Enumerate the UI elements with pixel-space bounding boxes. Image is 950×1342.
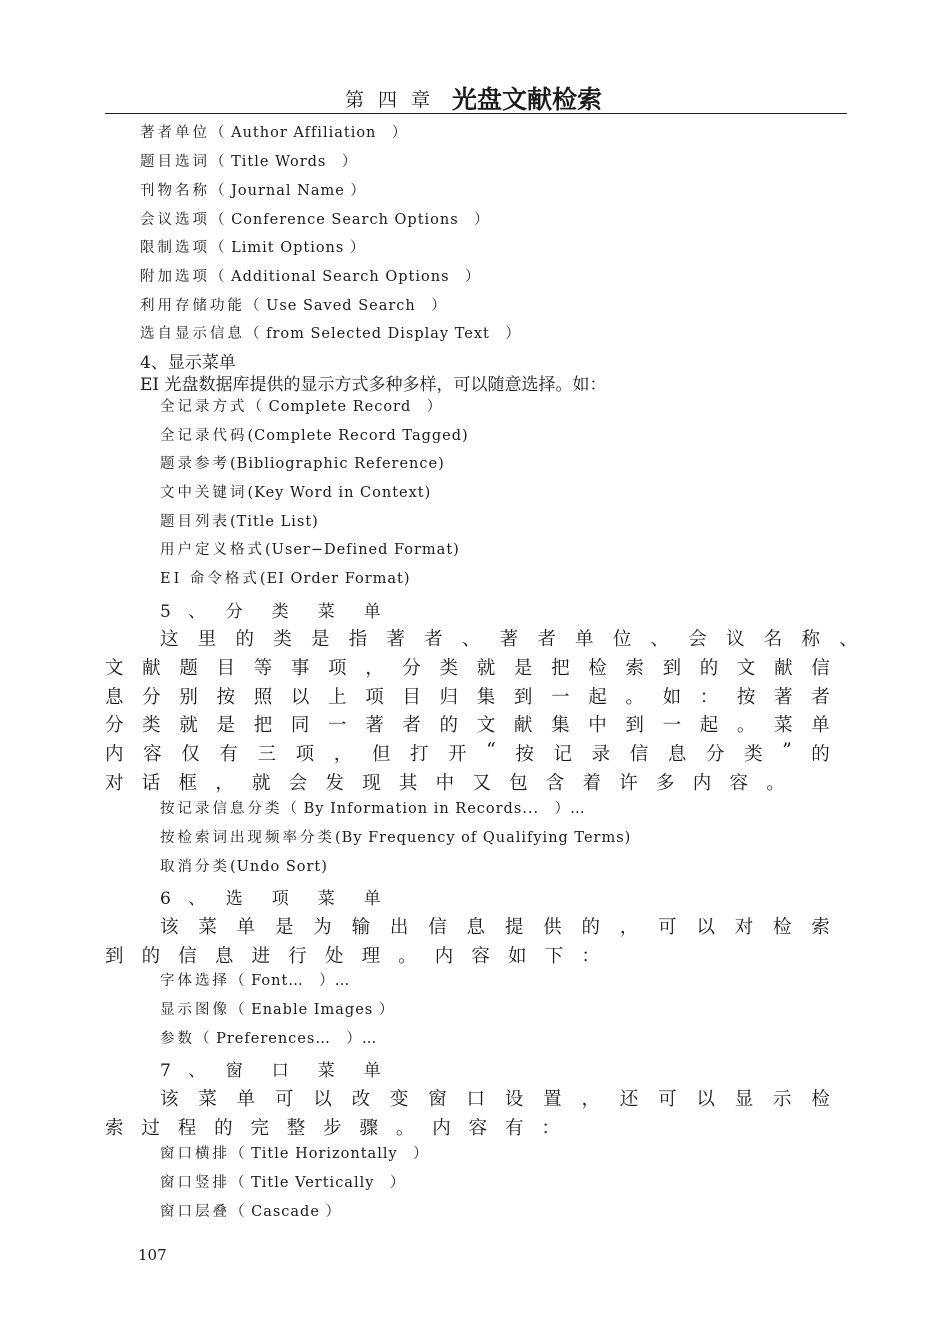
menu-item: 题录参考(Bibliographic Reference) xyxy=(160,456,445,472)
menu-item: 题目列表(Title List) xyxy=(160,514,319,530)
menu-item: EI 命令格式(EI Order Format) xyxy=(160,571,411,587)
running-header-title: 光盘文献检索 xyxy=(452,85,603,114)
menu-item: 参数（ Preferences… ）… xyxy=(160,1031,378,1047)
menu-item: 按检索词出现频率分类(By Frequency of Qualifying Terms) xyxy=(160,830,632,846)
paragraph-line: 该 菜 单 可 以 改 变 窗 口 设 置 ， 还 可 以 显 示 检 xyxy=(160,1089,830,1110)
menu-item: 窗口层叠（ Cascade ） xyxy=(160,1204,342,1220)
menu-item: 用户定义格式(User−Defined Format) xyxy=(160,542,460,558)
menu-item: 选自显示信息（ from Selected Display Text ） xyxy=(140,326,521,342)
menu-item: 附加选项（ Additional Search Options ） xyxy=(140,269,481,285)
menu-item: 窗口横排（ Title Horizontally ） xyxy=(160,1146,429,1162)
running-header-chapter: 第 四 章 xyxy=(345,89,435,111)
paragraph-line: 这 里 的 类 是 指 著 者 、 著 者 单 位 、 会 议 名 称 、 xyxy=(160,629,858,650)
header-rule xyxy=(105,113,847,114)
menu-item: 按记录信息分类（ By Information in Records... ）… xyxy=(160,801,586,817)
section-heading: 6 、 选 项 菜 单 xyxy=(160,889,387,909)
menu-item: 题目选词（ Title Words ） xyxy=(140,154,358,170)
menu-item: 著者单位（ Author Affiliation ） xyxy=(140,125,408,141)
menu-item: 刊物名称（ Journal Name ） xyxy=(140,183,366,199)
paragraph-line: 内 容 仅 有 三 项 ， 但 打 开 “ 按 记 录 信 息 分 类 ” 的 xyxy=(105,740,830,765)
paragraph-line: 息 分 别 按 照 以 上 项 目 归 集 到 一 起 。 如 ： 按 著 者 xyxy=(105,687,830,708)
menu-item: 全记录代码(Complete Record Tagged) xyxy=(160,428,469,444)
menu-item: 会议选项（ Conference Search Options ） xyxy=(140,212,490,228)
menu-item: 全记录方式（ Complete Record ） xyxy=(160,399,443,415)
section-heading: 4、显示菜单 xyxy=(140,353,236,373)
menu-item: 文中关键词(Key Word in Context) xyxy=(160,485,432,501)
menu-item: 窗口竖排（ Title Vertically ） xyxy=(160,1175,406,1191)
paragraph-line: 文 献 题 目 等 事 项 ， 分 类 就 是 把 检 索 到 的 文 献 信 xyxy=(105,658,830,679)
paragraph-line: 到 的 信 息 进 行 处 理 。 内 容 如 下 ： xyxy=(105,946,600,967)
paragraph-line: 对 话 框 ， 就 会 发 现 其 中 又 包 含 着 许 多 内 容 。 xyxy=(105,773,785,794)
section-intro: EI 光盘数据库提供的显示方式多种多样，可以随意选择。如： xyxy=(140,375,607,395)
paragraph-line: 索 过 程 的 完 整 步 骤 。 内 容 有 ： xyxy=(105,1118,560,1139)
menu-item: 显示图像（ Enable Images ） xyxy=(160,1002,395,1018)
menu-item: 取消分类(Undo Sort) xyxy=(160,859,328,875)
paragraph-line: 分 类 就 是 把 同 一 著 者 的 文 献 集 中 到 一 起 。 菜 单 xyxy=(105,715,830,736)
menu-item: 限制选项（ Limit Options ） xyxy=(140,240,366,256)
section-heading: 7 、 窗 口 菜 单 xyxy=(160,1061,387,1081)
menu-item: 利用存储功能（ Use Saved Search ） xyxy=(140,298,447,314)
menu-item: 字体选择（ Font… ）… xyxy=(160,973,351,989)
page-number: 107 xyxy=(138,1246,167,1264)
paragraph-line: 该 菜 单 是 为 输 出 信 息 提 供 的 ， 可 以 对 检 索 xyxy=(160,917,830,938)
section-heading: 5 、 分 类 菜 单 xyxy=(160,602,387,622)
